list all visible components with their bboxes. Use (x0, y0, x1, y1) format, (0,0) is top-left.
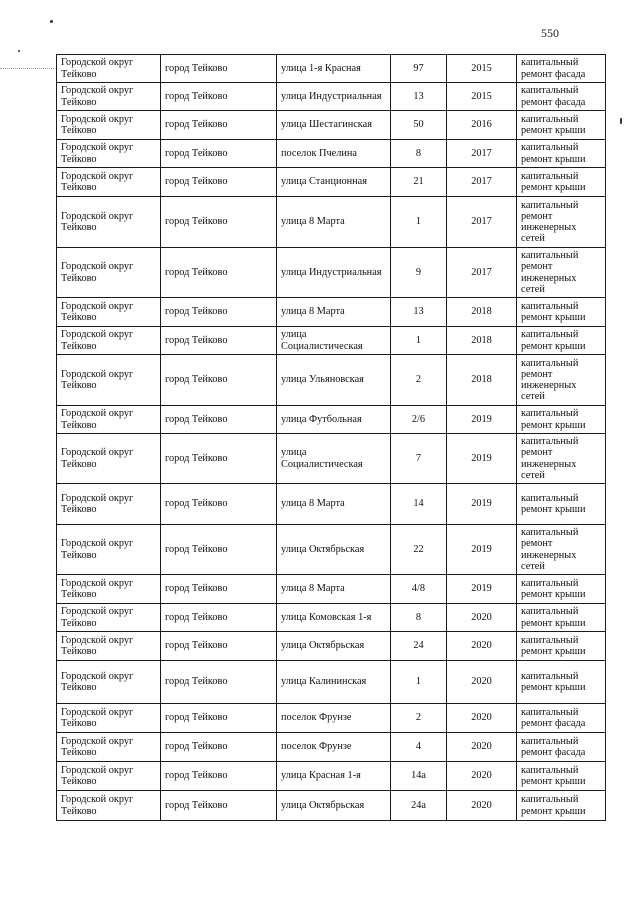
street-cell: улица Станционная (277, 168, 391, 197)
settlement-cell: город Тейково (161, 484, 277, 525)
street-cell: поселок Фрунзе (277, 704, 391, 733)
municipality-cell: Городской округ Тейково (57, 406, 161, 434)
street-cell: улица Октябрьская (277, 632, 391, 661)
table-row (57, 434, 606, 484)
street-cell: улица 8 Марта (277, 575, 391, 604)
street-cell: улица 8 Марта (277, 197, 391, 248)
table-row (57, 762, 606, 791)
settlement-cell: город Тейково (161, 575, 277, 604)
table-row (57, 327, 606, 355)
table-row (57, 575, 606, 604)
work-type-cell: капитальный ремонт крыши (517, 791, 606, 821)
housing-repair-table (56, 54, 606, 821)
table-row (57, 632, 606, 661)
table-row (57, 406, 606, 434)
table-row (57, 704, 606, 733)
street-cell: улица 8 Марта (277, 298, 391, 327)
settlement-cell: город Тейково (161, 168, 277, 197)
settlement-cell: город Тейково (161, 632, 277, 661)
year-cell: 2019 (447, 434, 517, 484)
street-cell: поселок Фрунзе (277, 733, 391, 762)
municipality-cell: Городской округ Тейково (57, 484, 161, 525)
year-cell: 2020 (447, 661, 517, 704)
municipality-cell: Городской округ Тейково (57, 168, 161, 197)
house-number-cell: 50 (391, 111, 447, 140)
street-cell: улица Октябрьская (277, 791, 391, 821)
table-body (57, 55, 606, 821)
house-number-cell: 7 (391, 434, 447, 484)
settlement-cell: город Тейково (161, 661, 277, 704)
table-row (57, 525, 606, 575)
table-row (57, 248, 606, 298)
year-cell: 2018 (447, 355, 517, 406)
year-cell: 2018 (447, 327, 517, 355)
municipality-cell: Городской округ Тейково (57, 733, 161, 762)
settlement-cell: город Тейково (161, 733, 277, 762)
year-cell: 2017 (447, 248, 517, 298)
work-type-cell: капитальный ремонт крыши (517, 661, 606, 704)
table-row (57, 791, 606, 821)
settlement-cell: город Тейково (161, 434, 277, 484)
municipality-cell: Городской округ Тейково (57, 55, 161, 83)
street-cell: улица Шестагинская (277, 111, 391, 140)
municipality-cell: Городской округ Тейково (57, 197, 161, 248)
municipality-cell: Городской округ Тейково (57, 83, 161, 111)
settlement-cell: город Тейково (161, 248, 277, 298)
year-cell: 2015 (447, 55, 517, 83)
work-type-cell: капитальный ремонт инженерных сетей (517, 525, 606, 575)
municipality-cell: Городской округ Тейково (57, 661, 161, 704)
table-row (57, 661, 606, 704)
work-type-cell: капитальный ремонт крыши (517, 762, 606, 791)
work-type-cell: капитальный ремонт крыши (517, 168, 606, 197)
year-cell: 2020 (447, 704, 517, 733)
work-type-cell: капитальный ремонт фасада (517, 83, 606, 111)
street-cell: улица 1-я Красная (277, 55, 391, 83)
settlement-cell: город Тейково (161, 791, 277, 821)
house-number-cell: 1 (391, 327, 447, 355)
house-number-cell: 13 (391, 298, 447, 327)
street-cell: улица Октябрьская (277, 525, 391, 575)
year-cell: 2017 (447, 168, 517, 197)
work-type-cell: капитальный ремонт инженерных сетей (517, 248, 606, 298)
work-type-cell: капитальный ремонт инженерных сетей (517, 355, 606, 406)
municipality-cell: Городской округ Тейково (57, 704, 161, 733)
year-cell: 2020 (447, 733, 517, 762)
table-row (57, 111, 606, 140)
settlement-cell: город Тейково (161, 762, 277, 791)
year-cell: 2016 (447, 111, 517, 140)
settlement-cell: город Тейково (161, 406, 277, 434)
house-number-cell: 2 (391, 355, 447, 406)
street-cell: улица Индустриальная (277, 83, 391, 111)
scan-speck (50, 20, 53, 23)
municipality-cell: Городской округ Тейково (57, 298, 161, 327)
work-type-cell: капитальный ремонт крыши (517, 406, 606, 434)
year-cell: 2017 (447, 197, 517, 248)
settlement-cell: город Тейково (161, 197, 277, 248)
table-row (57, 140, 606, 168)
house-number-cell: 14а (391, 762, 447, 791)
work-type-cell: капитальный ремонт крыши (517, 327, 606, 355)
year-cell: 2019 (447, 525, 517, 575)
municipality-cell: Городской округ Тейково (57, 604, 161, 632)
street-cell: улица Калининская (277, 661, 391, 704)
house-number-cell: 2 (391, 704, 447, 733)
scan-speck (620, 118, 622, 124)
house-number-cell: 2/6 (391, 406, 447, 434)
street-cell: улица 8 Марта (277, 484, 391, 525)
municipality-cell: Городской округ Тейково (57, 327, 161, 355)
table-row (57, 197, 606, 248)
work-type-cell: капитальный ремонт крыши (517, 298, 606, 327)
settlement-cell: город Тейково (161, 111, 277, 140)
table-row (57, 168, 606, 197)
page-number: 550 (541, 26, 559, 40)
work-type-cell: капитальный ремонт фасада (517, 704, 606, 733)
settlement-cell: город Тейково (161, 298, 277, 327)
work-type-cell: капитальный ремонт инженерных сетей (517, 434, 606, 484)
municipality-cell: Городской округ Тейково (57, 434, 161, 484)
year-cell: 2015 (447, 83, 517, 111)
work-type-cell: капитальный ремонт крыши (517, 111, 606, 140)
settlement-cell: город Тейково (161, 604, 277, 632)
house-number-cell: 97 (391, 55, 447, 83)
settlement-cell: город Тейково (161, 55, 277, 83)
work-type-cell: капитальный ремонт крыши (517, 575, 606, 604)
street-cell: поселок Пчелина (277, 140, 391, 168)
house-number-cell: 4 (391, 733, 447, 762)
house-number-cell: 21 (391, 168, 447, 197)
settlement-cell: город Тейково (161, 355, 277, 406)
street-cell: улица Красная 1-я (277, 762, 391, 791)
table-row (57, 355, 606, 406)
municipality-cell: Городской округ Тейково (57, 791, 161, 821)
house-number-cell: 9 (391, 248, 447, 298)
municipality-cell: Городской округ Тейково (57, 632, 161, 661)
settlement-cell: город Тейково (161, 83, 277, 111)
table-row (57, 604, 606, 632)
table-row (57, 83, 606, 111)
year-cell: 2020 (447, 791, 517, 821)
street-cell: улица Комовская 1-я (277, 604, 391, 632)
work-type-cell: капитальный ремонт крыши (517, 604, 606, 632)
house-number-cell: 14 (391, 484, 447, 525)
house-number-cell: 13 (391, 83, 447, 111)
year-cell: 2019 (447, 406, 517, 434)
settlement-cell: город Тейково (161, 704, 277, 733)
work-type-cell: капитальный ремонт фасада (517, 55, 606, 83)
year-cell: 2019 (447, 575, 517, 604)
municipality-cell: Городской округ Тейково (57, 111, 161, 140)
year-cell: 2020 (447, 632, 517, 661)
house-number-cell: 8 (391, 604, 447, 632)
work-type-cell: капитальный ремонт крыши (517, 484, 606, 525)
settlement-cell: город Тейково (161, 525, 277, 575)
table-row (57, 733, 606, 762)
table-row (57, 298, 606, 327)
work-type-cell: капитальный ремонт фасада (517, 733, 606, 762)
house-number-cell: 1 (391, 661, 447, 704)
municipality-cell: Городской округ Тейково (57, 140, 161, 168)
settlement-cell: город Тейково (161, 327, 277, 355)
work-type-cell: капитальный ремонт инженерных сетей (517, 197, 606, 248)
house-number-cell: 24а (391, 791, 447, 821)
year-cell: 2018 (447, 298, 517, 327)
municipality-cell: Городской округ Тейково (57, 355, 161, 406)
street-cell: улица Социалистическая (277, 327, 391, 355)
year-cell: 2020 (447, 762, 517, 791)
year-cell: 2020 (447, 604, 517, 632)
house-number-cell: 1 (391, 197, 447, 248)
street-cell: улица Ульяновская (277, 355, 391, 406)
street-cell: улица Индустриальная (277, 248, 391, 298)
house-number-cell: 4/8 (391, 575, 447, 604)
table-row (57, 484, 606, 525)
scan-margin-line (0, 68, 54, 69)
municipality-cell: Городской округ Тейково (57, 762, 161, 791)
municipality-cell: Городской округ Тейково (57, 575, 161, 604)
municipality-cell: Городской округ Тейково (57, 525, 161, 575)
house-number-cell: 24 (391, 632, 447, 661)
house-number-cell: 22 (391, 525, 447, 575)
year-cell: 2019 (447, 484, 517, 525)
house-number-cell: 8 (391, 140, 447, 168)
scan-speck (18, 50, 20, 52)
street-cell: улица Социалистическая (277, 434, 391, 484)
work-type-cell: капитальный ремонт крыши (517, 632, 606, 661)
table-row (57, 55, 606, 83)
street-cell: улица Футбольная (277, 406, 391, 434)
municipality-cell: Городской округ Тейково (57, 248, 161, 298)
year-cell: 2017 (447, 140, 517, 168)
settlement-cell: город Тейково (161, 140, 277, 168)
work-type-cell: капитальный ремонт крыши (517, 140, 606, 168)
